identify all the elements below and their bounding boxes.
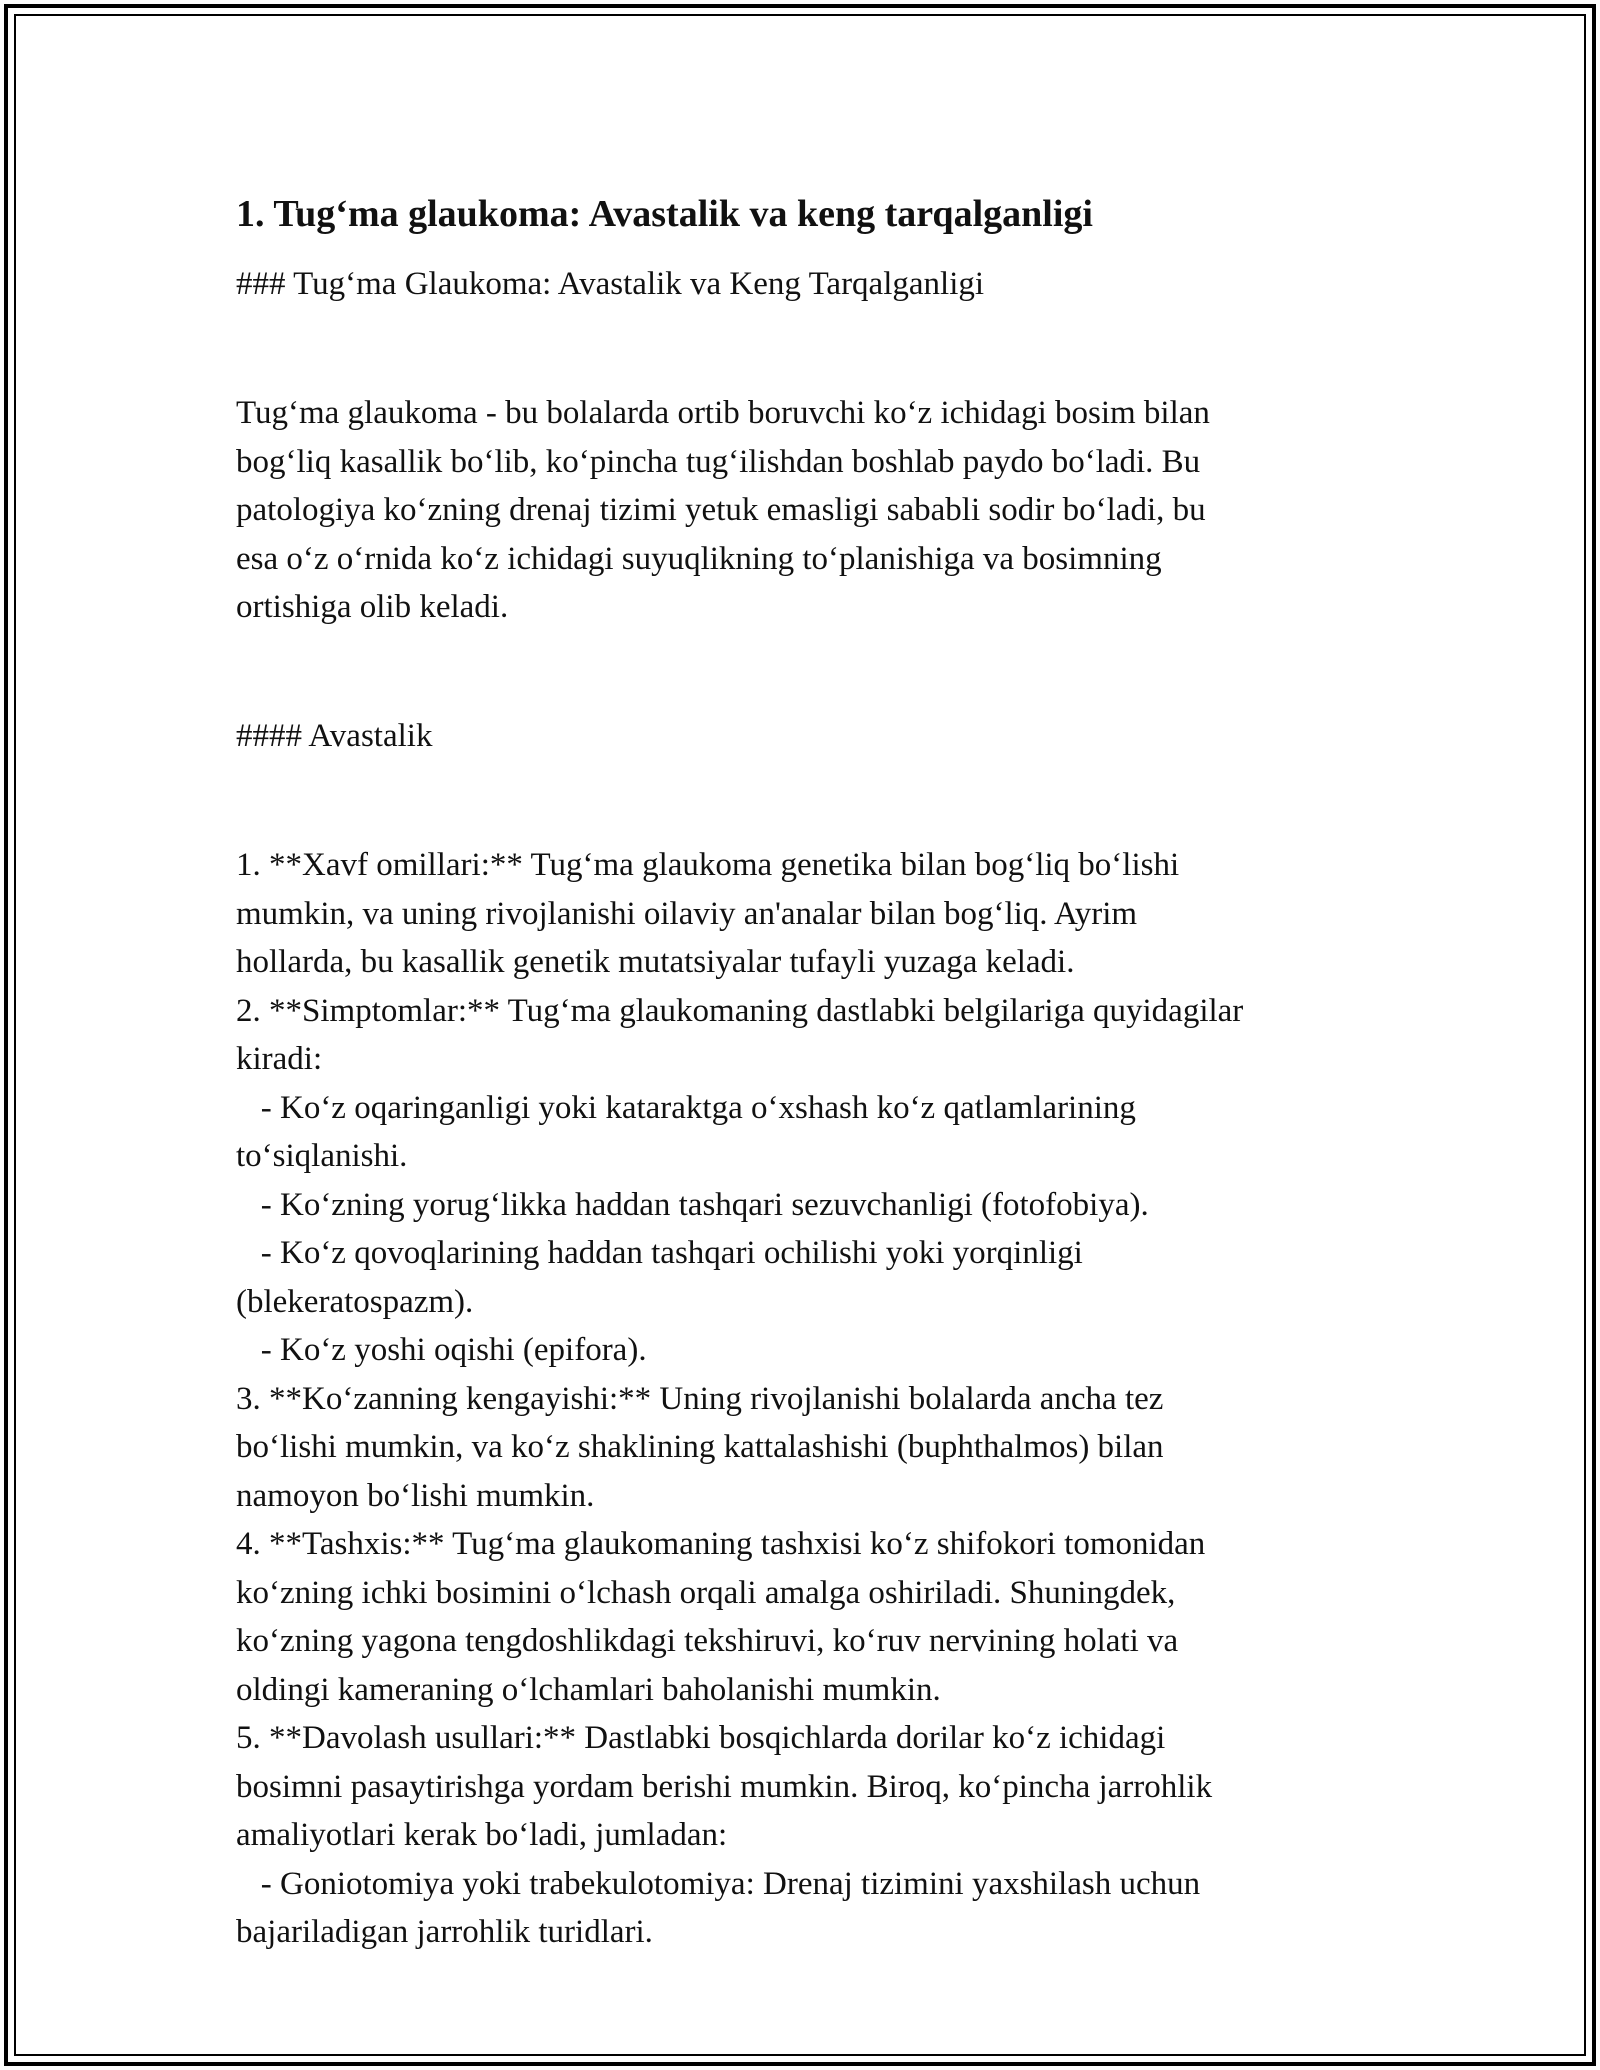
document-body bbox=[236, 186, 1386, 1957]
text-line: - Ko‘zning yorug‘likka haddan tashqari sezuvchanligi (fotofobiya). bbox=[236, 1186, 1149, 1223]
text-line: esa o‘z o‘rnida ko‘z ichidagi suyuqlikning to‘planishiga va bosimning bbox=[236, 540, 1162, 577]
text-line: bog‘liq kasallik bo‘lib, ko‘pincha tug‘ilishdan boshlab paydo bo‘ladi. Bu bbox=[236, 443, 1201, 480]
text-line: - Ko‘z qovoqlarining haddan tashqari ochilishi yoki yorqinligi bbox=[236, 1235, 1083, 1271]
text-line: #### Avastalik bbox=[236, 718, 433, 754]
text-line: bo‘lishi mumkin, va ko‘z shaklining kattalashishi (buphthalmos) bilan bbox=[236, 1429, 1164, 1465]
text-line: ### Tug‘ma Glaukoma: Avastalik va Keng Tarqalganligi bbox=[236, 266, 985, 302]
text-line: patologiya ko‘zning drenaj tizimi yetuk emasligi sababli sodir bo‘ladi, bu bbox=[236, 492, 1206, 528]
text-line: 2. **Simptomlar:** Tug‘ma glaukomaning dastlabki belgilariga quyidagilar bbox=[236, 992, 1244, 1029]
text-line: to‘siqlanishi. bbox=[236, 1138, 408, 1174]
document-title: 1. Tug‘ma glaukoma: Avastalik va keng tarqalganligi bbox=[236, 193, 1093, 235]
text-line: - Ko‘z oqaringanligi yoki kataraktga o‘xshash ko‘z qatlamlarining bbox=[236, 1089, 1136, 1126]
text-line: ortishiga olib keladi. bbox=[236, 589, 509, 625]
text-line: namoyon bo‘lishi mumkin. bbox=[236, 1477, 595, 1514]
text-line: ko‘zning yagona tengdoshlikdagi tekshiruvi, ko‘ruv nervining holati va bbox=[236, 1623, 1179, 1659]
text-line: 4. **Tashxis:** Tug‘ma glaukomaning tashxisi ko‘z shifokori tomonidan bbox=[236, 1526, 1206, 1562]
text-line: - Ko‘z yoshi oqishi (epifora). bbox=[236, 1332, 647, 1368]
blank-line bbox=[236, 325, 1386, 374]
text-line: hollarda, bu kasallik genetik mutatsiyalar tufayli yuzaga keladi. bbox=[236, 944, 1075, 980]
text-line: mumkin, va uning rivojlanishi oilaviy an'analar bilan bog‘liq. Ayrim bbox=[236, 895, 1138, 932]
blank-line bbox=[236, 777, 1386, 826]
text-line: oldingi kameraning o‘lchamlari baholanishi mumkin. bbox=[236, 1671, 941, 1708]
text-line: 5. **Davolash usullari:** Dastlabki bosqichlarda dorilar ko‘z ichidagi bbox=[236, 1720, 1166, 1756]
text-line: - Goniotomiya yoki trabekulotomiya: Drenaj tizimini yaxshilash uchun bbox=[236, 1865, 1201, 1902]
text-line: Tug‘ma glaukoma - bu bolalarda ortib boruvchi ko‘z ichidagi bosim bilan bbox=[236, 395, 1210, 431]
text-line: ko‘zning ichki bosimini o‘lchash orqali amalga oshiriladi. Shuningdek, bbox=[236, 1574, 1176, 1611]
text-line: kiradi: bbox=[236, 1041, 323, 1077]
text-line: 1. **Xavf omillari:** Tug‘ma glaukoma genetika bilan bog‘liq bo‘lishi bbox=[236, 847, 1180, 883]
text-line: amaliyotlari kerak bo‘ladi, jumladan: bbox=[236, 1817, 728, 1853]
text-line: 3. **Ko‘zanning kengayishi:** Uning rivojlanishi bolalarda ancha tez bbox=[236, 1380, 1164, 1417]
text-line: bajariladigan jarrohlik turidlari. bbox=[236, 1914, 653, 1950]
blank-line bbox=[236, 648, 1386, 697]
text-line: bosimni pasaytirishga yordam berishi mumkin. Biroq, ko‘pincha jarrohlik bbox=[236, 1768, 1213, 1805]
text-line: (blekeratospazm). bbox=[236, 1283, 474, 1320]
document-text bbox=[236, 260, 1386, 1957]
